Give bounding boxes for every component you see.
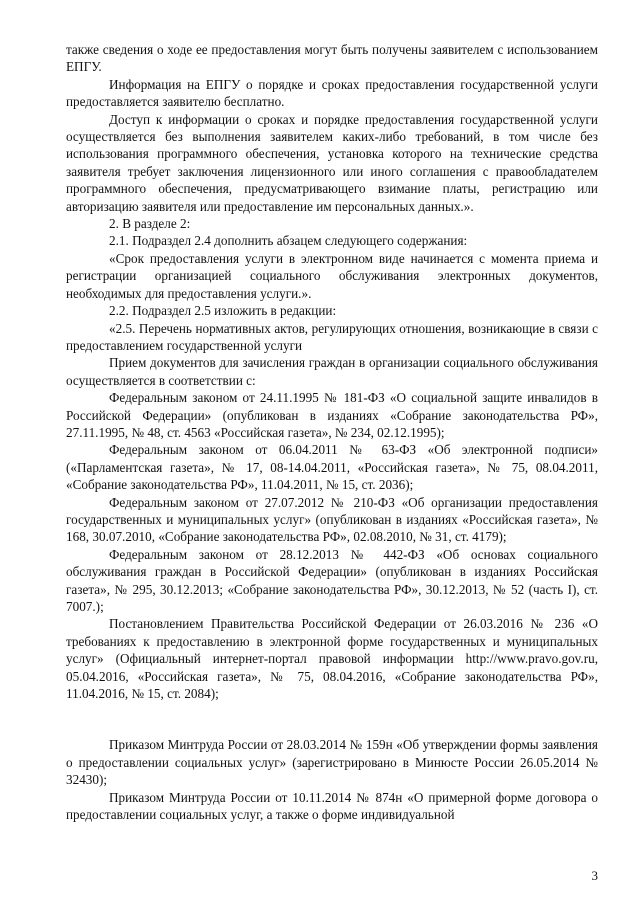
paragraph: Информация на ЕПГУ о порядке и сроках предоставления государственной услуги предоставляется заявителю бесплатно. [66,76,598,110]
text-block-top [66,41,598,702]
paragraph: 2.2. Подраздел 2.5 изложить в редакции: [109,303,337,319]
text-block-bottom [66,736,598,823]
paragraph: Приказом Минтруда России от 28.03.2014 № 159н «Об утверждении формы заявления о предоставлении социальных услуг» (зарегистрировано в Минюсте России 26.05.2014 № 32430); [66,737,598,788]
paragraph: Доступ к информации о сроках и порядке предоставления государственной услуги осуществляется без выполнения заявителем каких-либо требований, в том числе без использования программного обеспечения, установка которого на технические средства заявителя требует заключения лицензионного или иного соглашения с правообладателем программного обеспечения, предусматривающего взимание платы, регистрацию или авторизацию заявителя или предоставление им персональных данных.». [66,111,598,214]
paragraph: Федеральным законом от 06.04.2011 № 63-ФЗ «Об электронной подписи» («Парламентская газета», № 17, 08-14.04.2011, «Российская газета», № 75, 08.04.2011, «Собрание законодательства РФ», 11.04.2011, № 15, ст. 2036); [66,442,598,493]
paragraph: Постановлением Правительства Российской Федерации от 26.03.2016 № 236 «О требованиях к предоставлению в электронной форме государственных и муниципальных услуг» (Официальный интернет-портал правовой информации http://www.pravo.gov.ru, 05.04.2016, «Российская газета», № 75, 08.04.2016, «Собрание законодательства РФ», 11.04.2016, № 15, ст. 2084); [66,616,598,702]
paragraph: «Срок предоставления услуги в электронном виде начинается с момента приема и регистрации организацией социального обслуживания электронных документов, необходимых для предоставления услуги.». [66,250,598,301]
paragraph: «2.5. Перечень нормативных актов, регулирующих отношения, возникающие в связи с предоставлением государственной услуги [66,320,598,353]
paragraph: 2.1. Подраздел 2.4 дополнить абзацем следующего содержания: [109,233,468,249]
paragraph: Прием документов для зачисления граждан в организации социального обслуживания осуществляется в соответствии с: [66,355,598,388]
paragraph: Федеральным законом от 28.12.2013 № 442-ФЗ «Об основах социального обслуживания граждан в Российской Федерации» (опубликован в изданиях Российская газета», № 295, 30.12.2013; «Собрание законодательства РФ», 30.12.2013, № 52 (часть I), ст. 7007.); [66,546,598,614]
paragraph: Федеральным законом от 27.07.2012 № 210-ФЗ «Об организации предоставления государственных и муниципальных услуг» (опубликован в изданиях «Российская газета», № 168, 30.07.2010, «Собрание законодательства РФ», 02.08.2010, № 31, ст. 4179); [66,494,598,545]
page-number: 3 [591,868,598,883]
document-body [66,41,598,823]
paragraph: также сведения о ходе ее предоставления могут быть получены заявителем с использованием ЕПГУ. [66,42,598,75]
paragraph: Федеральным законом от 24.11.1995 № 181-ФЗ «О социальной защите инвалидов в Российской Федерации» (опубликован в изданиях «Собрание законодательства РФ», 27.11.1995, № 48, ст. 4563 «Российская газета», № 234, 02.12.1995); [66,390,598,440]
paragraph: Приказом Минтруда России от 10.11.2014 № 874н «О примерной форме договора о предоставлении социальных услуг, а также о форме индивидуальной [66,789,598,823]
blank-gap [66,702,598,736]
paragraph: 2. В разделе 2: [109,216,191,232]
